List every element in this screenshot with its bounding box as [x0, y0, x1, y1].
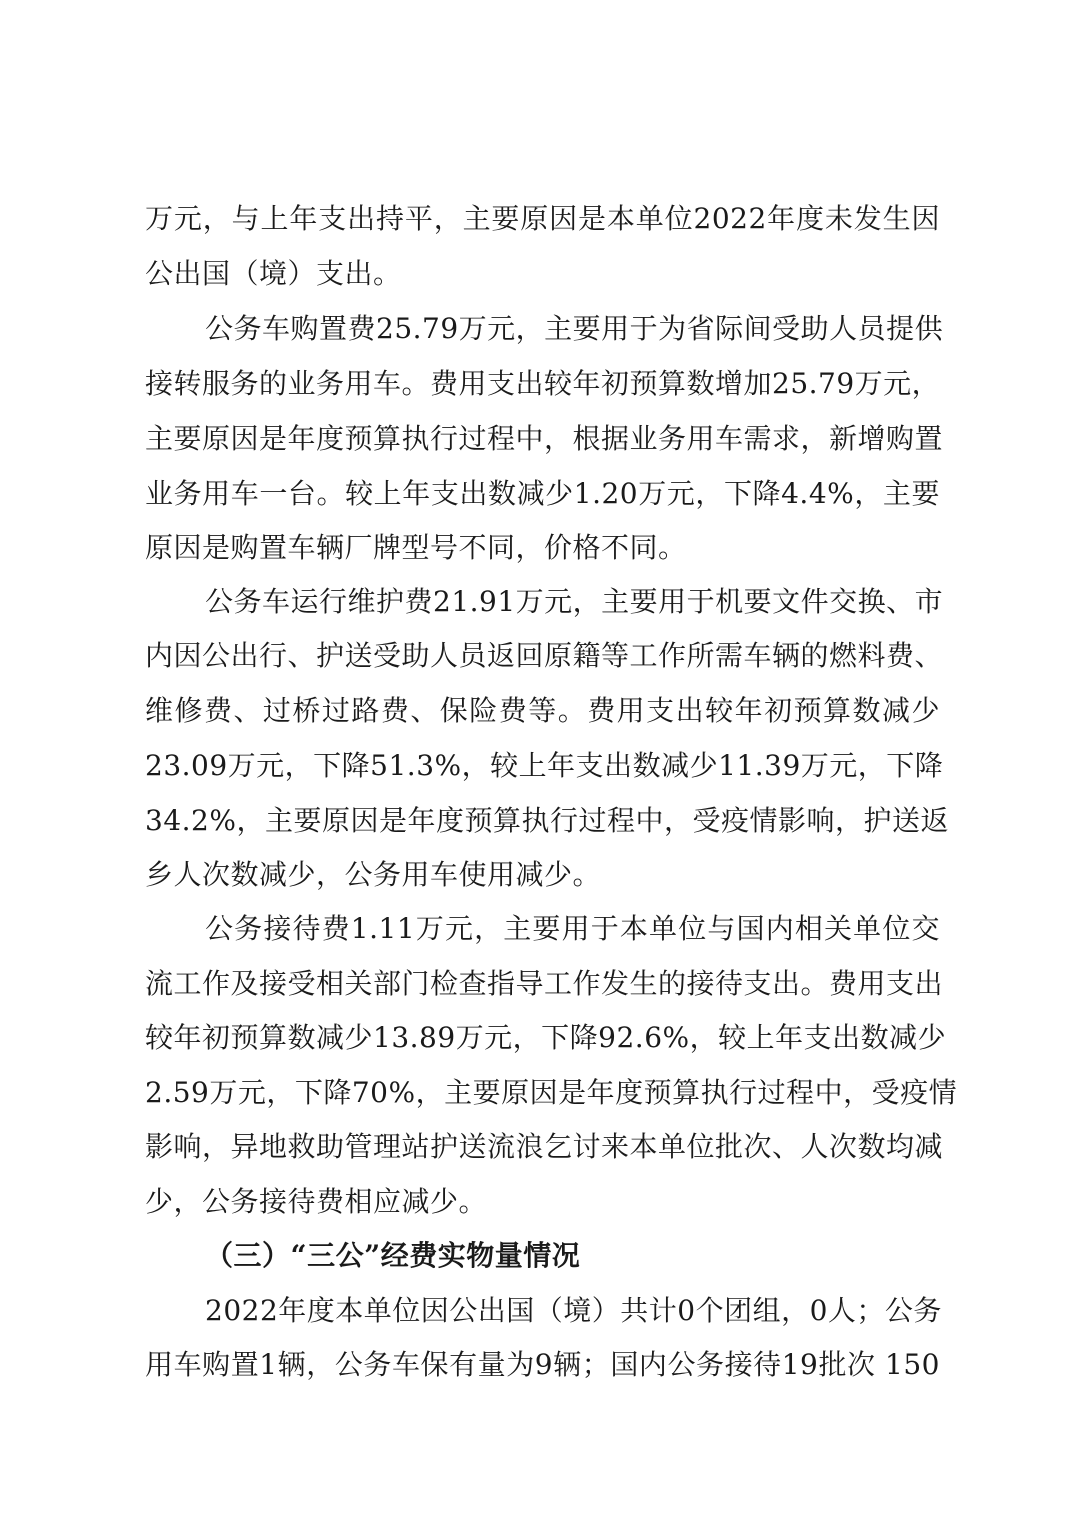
paragraph-start-line: 公务车购置费25.79万元，主要用于为省际间受助人员提供 [205, 312, 944, 345]
text-line: 维修费、过桥过路费、保险费等。费用支出较年初预算数减少 [145, 694, 940, 727]
text-line: 原因是购置车辆厂牌型号不同，价格不同。 [145, 531, 687, 564]
paragraph-start-line: 公务车运行维护费21.91万元，主要用于机要文件交换、市 [205, 585, 944, 618]
text-line: 34.2%，主要原因是年度预算执行过程中，受疫情影响，护送返 [145, 804, 949, 837]
text-line: 23.09万元，下降51.3%，较上年支出数减少11.39万元，下降 [145, 749, 944, 782]
text-line: 较年初预算数减少13.89万元，下降92.6%，较上年支出数减少 [145, 1021, 947, 1054]
text-line: 乡人次数减少，公务用车使用减少。 [145, 858, 602, 891]
text-line: 2.59万元，下降70%，主要原因是年度预算执行过程中，受疫情 [145, 1076, 958, 1109]
paragraph-start-line: 公务接待费1.11万元，主要用于本单位与国内相关单位交 [205, 912, 940, 945]
text-line: 影响，异地救助管理站护送流浪乞讨来本单位批次、人次数均减 [145, 1130, 944, 1163]
text-line: 流工作及接受相关部门检查指导工作发生的接待支出。费用支出 [145, 967, 944, 1000]
text-line: 万元，与上年支出持平，主要原因是本单位2022年度未发生因 [145, 202, 940, 235]
paragraph-start-line: 2022年度本单位因公出国（境）共计0个团组，0人；公务 [205, 1294, 942, 1327]
text-line: 接转服务的业务用车。费用支出较年初预算数增加25.79万元， [145, 367, 941, 400]
text-line: 少，公务接待费相应减少。 [145, 1185, 488, 1218]
text-line: 主要原因是年度预算执行过程中，根据业务用车需求，新增购置 [145, 422, 944, 455]
text-line: 用车购置1辆，公务车保有量为9辆；国内公务接待19批次 150 [145, 1348, 940, 1381]
text-line: 内因公出行、护送受助人员返回原籍等工作所需车辆的燃料费、 [145, 639, 944, 672]
section-heading: （三）“三公”经费实物量情况 [205, 1239, 581, 1272]
text-line: 业务用车一台。较上年支出数减少1.20万元，下降4.4%，主要 [145, 477, 940, 510]
text-line: 公出国（境）支出。 [145, 257, 402, 290]
